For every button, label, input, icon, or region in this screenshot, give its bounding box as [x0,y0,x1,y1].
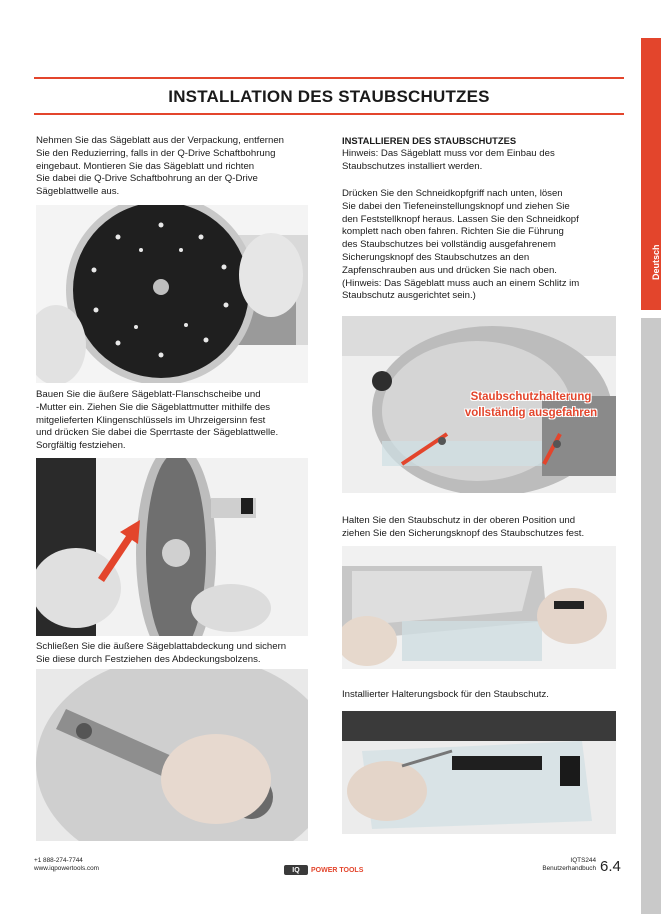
footer-phone: +1 888-274-7744 [34,857,83,864]
step2-text: Bauen Sie die äußere Sägeblatt-Flanschscheibe und -Mutter ein. Ziehen Sie die Sägeblattmutter mithilfe des mitgelieferten Klingenschlüssels im Uhrzeigersinn fest und drücken Sie dabei die Sperrtaste der Sägeblattwelle. Sorgfältig festziehen. [36,389,279,452]
footer-manual: Benutzerhandbuch [542,865,596,872]
side-tab-grey [641,318,661,914]
page-number: 6.4 [600,858,621,875]
language-tab-label: Deutsch [651,244,661,280]
step4-text: Drücken Sie den Schneidkopfgriff nach unten, lösen Sie dabei den Tiefeneinstellungsknopf und ziehen Sie den Feststellknopf heraus. Lassen Sie den Schneidkopf komplett nach oben fahren. Richten Sie die Führung des Staubschutzes bei vollständig ausgefahrenem Sicherungsknopf des Staubschutzes an den Zapfenschrauben aus und drücken Sie nach oben. (Hinweis: Das Sägeblatt muss auch an einem Schlitz im Staubschutz ausgerichtet sein.) [342,188,580,302]
note-text: Hinweis: Das Sägeblatt muss vor dem Einbau des Staubschutzes installiert werden. [342,148,555,172]
dust-guard-alignment-photo [342,316,616,493]
header-top-rule [34,77,624,79]
footer-website[interactable]: www.iqpowertools.com [34,865,99,872]
dust-guard-lock-photo [342,546,616,669]
blade-nut-photo [36,458,308,636]
step3-text: Schließen Sie die äußere Sägeblattabdeckung und sichern Sie diese durch Festziehen des Abdeckungsbolzens. [36,641,287,665]
blade-cover-photo [36,669,308,841]
step5-text: Halten Sie den Staubschutz in der oberen Position und ziehen Sie den Sicherungsknopf des Staubschutzes fest. [342,515,585,539]
logo-text: POWER TOOLS [311,866,364,874]
installed-bracket-photo [342,711,616,834]
header-bottom-rule [34,113,624,115]
logo-badge: IQ [284,865,308,875]
page-title: INSTALLATION DES STAUBSCHUTZES [168,87,490,106]
callout-line2: vollständig ausgefahren [464,407,598,419]
step1-text: Nehmen Sie das Sägeblatt aus der Verpackung, entfernen Sie den Reduzierring, falls in der Q-Drive Schaftbohrung eingebaut. Montieren Sie das Sägeblatt und richten Sie dabei die Q-Drive Schaftbohrung an der Q-Drive Sägeblattwelle aus. [36,135,285,198]
section-heading: INSTALLIEREN DES STAUBSCHUTZES [342,135,517,146]
blade-mounting-photo [36,205,308,383]
step6-text: Installierter Halterungsbock für den Staubschutz. [342,689,549,700]
footer-model: IQTS244 [570,857,596,864]
callout-line1: Staubschutzhalterung [470,391,592,403]
brand-logo [284,864,376,876]
